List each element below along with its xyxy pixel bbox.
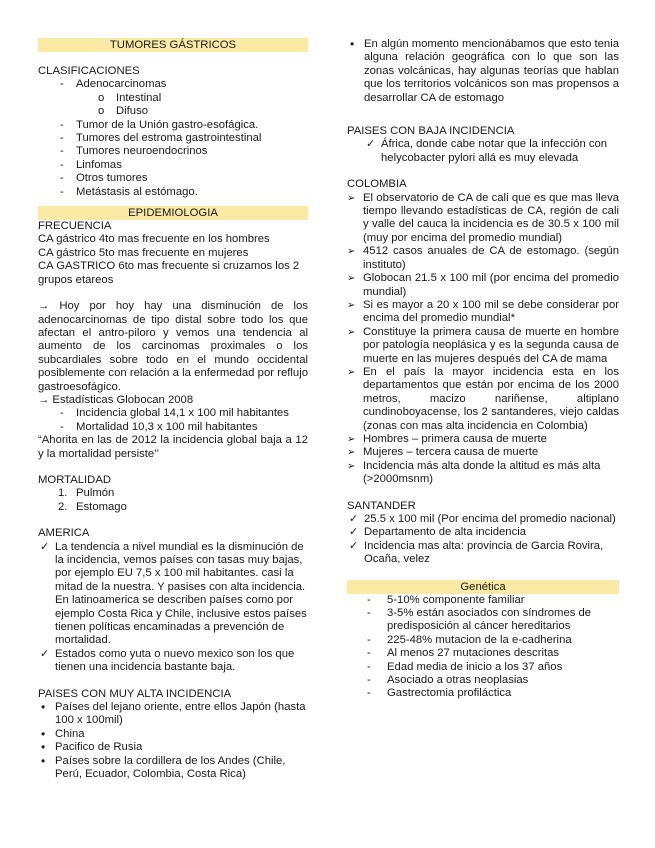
list-item: - Edad media de inicio a los 37 años xyxy=(367,660,563,673)
list-item: ➢ 4512 casos anuales de CA de estomago. (según instituto) xyxy=(347,245,619,271)
list-item: ✓ 25.5 x 100 mil (Por encima del promedio nacional) xyxy=(349,513,616,525)
list-item: o Difuso xyxy=(98,105,149,118)
list-item: ✓ La tendencia a nivel mundial es la disminución de la incidencia, vemos países con tasas muy bajas, por ejemplo EU 7,5 x 100 mil habitantes. casi la mitad de la nuestra. Y pasises con alta incidencia. En latinoamerica se describen países como por ejemplo Costa Rica y Chile, inclusive estos países tienen políticas encaminadas a prevención de mortalidad. xyxy=(40,540,307,647)
list-item: - Linfomas xyxy=(60,158,122,171)
muy-alta-heading: PAISES CON MUY ALTA INCIDENCIA xyxy=(38,687,232,700)
epidemiologia-section-bar: EPIDEMIOLOGIA xyxy=(38,206,308,220)
list-item: - 5-10% componente familiar xyxy=(367,593,525,606)
frecuencia-line: CA gástrico 4to mas frecuente en los hombres xyxy=(38,233,270,246)
left-column xyxy=(38,38,308,782)
list-item: - 225-48% mutacion de la e-cadherina xyxy=(367,633,572,646)
list-item: • Países sobre la cordillera de los Andes (Chile, Perú, Ecuador, Colombia, Costa Rica) xyxy=(41,753,286,781)
baja-incidencia-heading: PAISES CON BAJA INCIDENCIA xyxy=(347,125,515,138)
globocan-line: → Estadísticas Globocan 2008 xyxy=(38,393,194,406)
america-heading: AMERICA xyxy=(38,527,90,540)
frecuencia-line: CA GASTRICO 6to mas frecuente si cruzamos los 2 grupos etareos xyxy=(38,260,300,286)
list-item: ➢ Hombres – primera causa de muerte xyxy=(347,432,547,445)
list-item: - Mortalidad 10,3 x 100 mil habitantes xyxy=(60,420,258,433)
list-item: ➢ En el país la mayor incidencia esta en los departamentos que están por encima de los 2000 metros, macizo nariñense, altiplano cundinoboyacense, los 2 santanderes, viejo caldas (zonas con mas alta incidencia en Colombia) xyxy=(347,365,619,432)
list-item: ➢ Si es mayor a 20 x 100 mil se debe considerar por encima del promedio mundial* xyxy=(347,298,619,325)
list-item: ➢ Constituye la primera causa de muerte en hombre por patología neoplásica y es la segunda causa de muerte en las mujeres después del CA de mama xyxy=(347,325,619,365)
list-item: - Tumores del estroma gastrointestinal xyxy=(60,132,262,145)
list-item: ➢ El observatorio de CA de cali que es que mas lleva tiempo llevando estadísticas de CA, región de cali y valle del cauca la incidencia es de 30.5 x 100 mil (muy por encima del promedio mundial) xyxy=(347,191,619,244)
santander-heading: SANTANDER xyxy=(347,499,416,512)
list-item: - Tumores neuroendocrinos xyxy=(60,145,208,158)
list-item: 2. Estomago xyxy=(58,500,127,513)
list-item: ➢ Incidencia más alta donde la altitud es más alta (>2000msnm) xyxy=(347,459,601,486)
list-item: - Al menos 27 mutaciones descritas xyxy=(367,647,560,660)
list-item: - Gastrectomia profiláctica xyxy=(367,687,512,700)
list-item: o Intestinal xyxy=(98,91,162,104)
list-item: • Pacifico de Rusia xyxy=(41,740,143,755)
list-item: - Metástasis al estómago. xyxy=(60,185,198,198)
quote-paragraph: “Ahorita en las de 2012 la incidencia global baja a 12 y la mortalidad persiste’’ xyxy=(38,434,308,460)
list-item: ➢ Mujeres – tercera causa de muerte xyxy=(347,446,539,459)
list-item: - Asociado a otras neoplasias xyxy=(367,674,529,687)
genetica-section-bar: Genética xyxy=(347,580,619,594)
list-item: - Incidencia global 14,1 x 100 mil habitantes xyxy=(60,407,289,420)
list-item: ✓ Departamento de alta incidencia xyxy=(349,526,527,539)
list-item: - 3-5% están asociados con síndromes de predisposición al cáncer hereditarios xyxy=(367,607,592,633)
list-item: • Países del lejano oriente, entre ellos Japón (hasta 100 x 100mil) xyxy=(41,700,306,727)
list-item: ➢ Globocan 21.5 x 100 mil (por encima del promedio mundial) xyxy=(347,272,619,298)
list-item: - Tumor de la Unión gastro-esofágica. xyxy=(60,118,259,131)
list-item: ✓ Estados como yuta o nuevo mexico son los que tienen una incidencia bastante baja. xyxy=(40,647,295,674)
list-item: 1. Pulmón xyxy=(58,487,115,500)
tendencia-paragraph: → Hoy por hoy hay una disminución de los adenocarcinomas de tipo distal sobre todo los que afectan el antro-piloro y vemos una tendencia al aumento de los carcinomas proximales o los subcardiales sobre todo en el mundo occidental posiblemente con relación a la enfermedad por reflujo gastroesofágico. xyxy=(38,300,308,393)
mortalidad-heading: MORTALIDAD xyxy=(38,473,112,486)
frecuencia-heading: FRECUENCIA xyxy=(38,220,112,233)
list-item: • China xyxy=(41,726,85,741)
list-item: ✓ África, donde cabe notar que la infección con helycobacter pylori allá es muy elevada xyxy=(366,138,608,164)
list-item: ✓ Incidencia mas alta: provincia de Garcia Rovira, Ocaña, velez xyxy=(349,539,604,566)
document-title: TUMORES GÁSTRICOS xyxy=(38,38,308,52)
right-column xyxy=(347,38,619,701)
list-item: • En algún momento mencionábamos que esto tenia alguna relación geográfica con lo que son las zonas volcánicas, hay algunas teorías que hablan que los territorios volcánicos son mas propensos a desarrollar CA de estomago xyxy=(350,37,619,104)
colombia-heading: COLOMBIA xyxy=(347,178,407,191)
clasificaciones-heading: CLASIFICACIONES xyxy=(38,65,140,77)
list-item: - Adenocarcinomas xyxy=(60,78,167,91)
frecuencia-line: CA gástrico 5to mas frecuente en mujeres xyxy=(38,246,249,259)
list-item: - Otros tumores xyxy=(60,172,148,185)
